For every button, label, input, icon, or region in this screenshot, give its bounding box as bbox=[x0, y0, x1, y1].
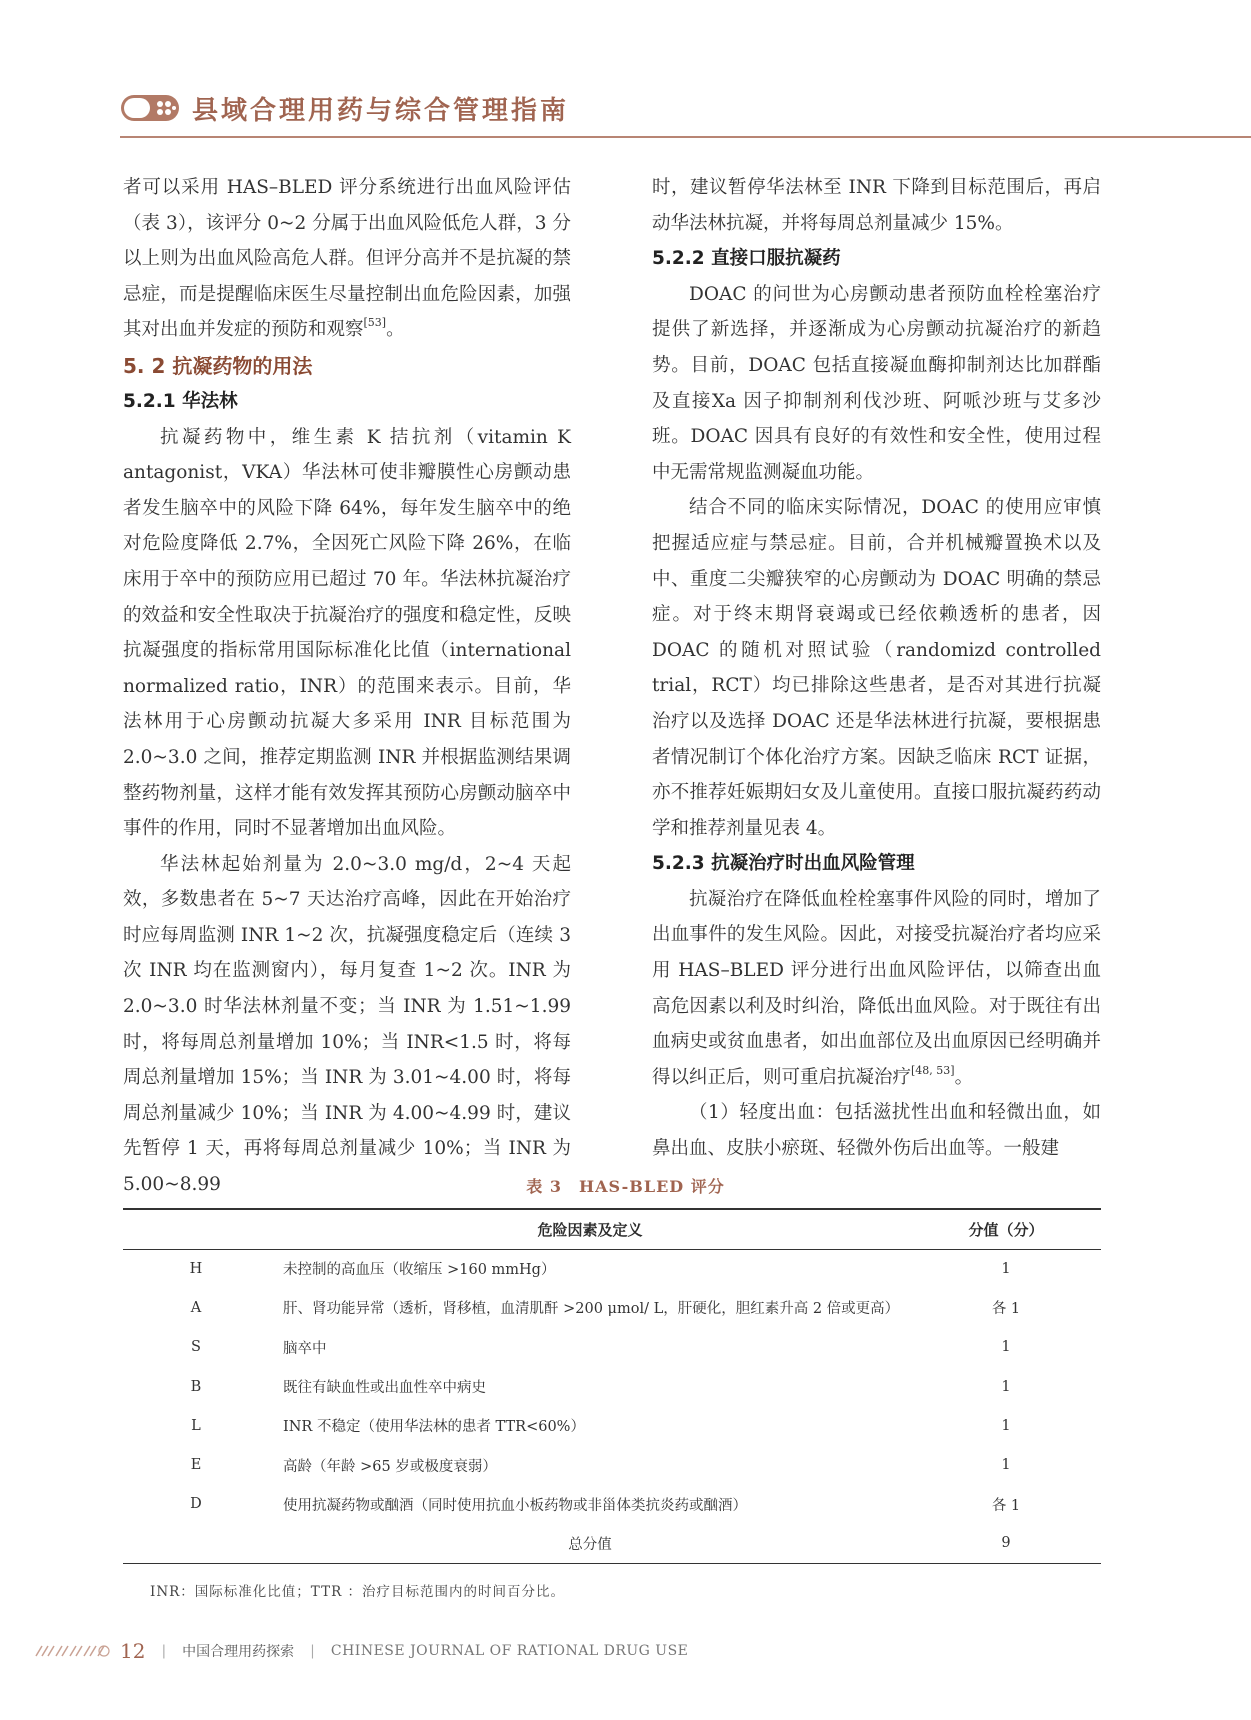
row-letter: D bbox=[190, 1496, 202, 1513]
row-definition: 肝、肾功能异常（透析，肾移植，血清肌酐 >200 μmol/ L，肝硬化，胆红素升高 2 倍或更高） bbox=[283, 1301, 900, 1318]
row-score: 各 1 bbox=[991, 1301, 1021, 1318]
table-caption: 表 3 HAS-BLED 评分 bbox=[526, 1177, 725, 1196]
page-header bbox=[120, 86, 569, 130]
has-bled-table bbox=[123, 1208, 1101, 1564]
footer-decoration-icon bbox=[34, 1642, 110, 1660]
subsection-heading-bleeding: 5.2.3 抗凝治疗时出血风险管理 bbox=[652, 853, 915, 875]
bleeding-paragraph-1: 抗凝治疗在降低血栓栓塞事件风险的同时，增加了出血事件的发生风险。因此，对接受抗凝治疗者均应采用 HAS–BLED 评分进行出血风险评估，以筛查出血高危因素以利及时纠治，降低出血风险。对于既往有出血病史或贫血患者，如出血部位及出血原因已经明确并得以纠正后，则可重启抗凝治疗[48, 53]。 bbox=[652, 888, 1101, 1088]
section-heading-5-2: 5. 2 抗凝药物的用法 bbox=[123, 353, 313, 378]
doac-paragraph-1: DOAC 的问世为心房颤动患者预防血栓栓塞治疗提供了新选择，并逐渐成为心房颤动抗凝治疗的新趋势。目前，DOAC 包括直接凝血酶抑制剂达比加群酯及直接Xa 因子抑制剂利伐沙班、阿哌沙班与艾多沙班。DOAC 因具有良好的有效性和安全性，使用过程中无需常规监测凝血功能。 bbox=[652, 283, 1101, 483]
header-divider bbox=[120, 136, 1251, 138]
row-letter: A bbox=[190, 1299, 202, 1316]
table-row bbox=[123, 1288, 1101, 1327]
row-score: 1 bbox=[1001, 1260, 1011, 1277]
footer-journal-name-en: CHINESE JOURNAL OF RATIONAL DRUG USE bbox=[330, 1643, 689, 1659]
table-row bbox=[123, 1406, 1101, 1445]
row-score: 1 bbox=[1001, 1339, 1011, 1356]
footer-separator: | bbox=[310, 1643, 315, 1659]
citation: [53] bbox=[363, 316, 387, 330]
table-row bbox=[123, 1249, 1101, 1288]
total-score: 9 bbox=[911, 1524, 1101, 1563]
row-definition: 未控制的高血压（收缩压 >160 mmHg） bbox=[283, 1262, 556, 1279]
header-letter bbox=[123, 1209, 269, 1249]
header-definition: 危险因素及定义 bbox=[269, 1209, 911, 1249]
row-letter: B bbox=[190, 1378, 202, 1395]
table-row bbox=[123, 1367, 1101, 1406]
left-column bbox=[123, 170, 571, 1203]
table-header-row bbox=[123, 1209, 1101, 1249]
page-number: 12 bbox=[120, 1639, 146, 1663]
row-score: 1 bbox=[1001, 1417, 1011, 1434]
subsection-heading-doac: 5.2.2 直接口服抗凝药 bbox=[652, 248, 841, 270]
right-column bbox=[652, 170, 1101, 1167]
row-definition: 脑卒中 bbox=[283, 1340, 327, 1357]
table-row bbox=[123, 1328, 1101, 1367]
table-row bbox=[123, 1445, 1101, 1484]
citation: [48, 53] bbox=[911, 1063, 955, 1077]
row-letter: H bbox=[189, 1260, 203, 1277]
footer-journal-name-cn: 中国合理用药探索 bbox=[182, 1644, 295, 1660]
table-row bbox=[123, 1485, 1101, 1524]
warfarin-paragraph-2: 华法林起始剂量为 2.0~3.0 mg/d，2~4 天起效，多数患者在 5~7 天达治疗高峰，因此在开始治疗时应每周监测 INR 1~2 次，抗凝强度稳定后（连续 3 次 INR 均在监测窗内），每月复查 1~2 次。INR 为 2.0~3.0 时华法林剂量不变；当 INR 为 1.51~1.99 时，将每周总剂量增加 10%；当 INR<1.5 时，将每周总剂量增加 15%；当 INR 为 3.01~4.00 时，将每周总剂量减少 10%；当 INR 为 4.00~4.99 时，建议先暂停 1 天，再将每周总剂量减少 10%；当 INR 为 5.00~8.99 bbox=[123, 853, 571, 1196]
bleeding-paragraph-2: （1）轻度出血：包括滋扰性出血和轻微出血，如鼻出血、皮肤小瘀斑、轻微外伤后出血等。一般建 bbox=[652, 1102, 1101, 1160]
warfarin-paragraph-1: 抗凝药物中，维生素 K 拮抗剂（vitamin K antagonist，VKA）华法林可使非瓣膜性心房颤动患者发生脑卒中的风险下降 64%，每年发生脑卒中的绝对危险度降低 2.7%，全因死亡风险下降 26%，在临床用于卒中的预防应用已超过 70 年。华法林抗凝治疗的效益和安全性取决于抗凝治疗的强度和稳定性，反映抗凝强度的指标常用国际标准化比值（international normalized ratio，INR）的范围来表示。目前，华法林用于心房颤动抗凝大多采用 INR 目标范围为 2.0~3.0 之间，推荐定期监测 INR 并根据监测结果调整药物剂量，这样才能有效发挥其预防心房颤动脑卒中事件的作用，同时不显著增加出血风险。 bbox=[123, 426, 571, 840]
intro-paragraph: 者可以采用 HAS–BLED 评分系统进行出血风险评估（表 3），该评分 0~2 分属于出血风险低危人群，3 分以上则为出血风险高危人群。但评分高并不是抗凝的禁忌症，而是提醒临床医生尽量控制出血危险因素，加强其对出血并发症的预防和观察[53]。 bbox=[123, 177, 571, 341]
row-letter: S bbox=[191, 1339, 201, 1356]
table-footnote: INR：国际标准化比值；TTR ：治疗目标范围内的时间百分比。 bbox=[150, 1584, 566, 1600]
subsection-heading-warfarin: 5.2.1 华法林 bbox=[123, 390, 238, 412]
journal-logo-icon bbox=[120, 91, 180, 125]
continued-paragraph: 时，建议暂停华法林至 INR 下降到目标范围后，再启动华法林抗凝，并将每周总剂量减少 15%。 bbox=[652, 177, 1101, 234]
row-score: 各 1 bbox=[991, 1497, 1021, 1514]
row-score: 1 bbox=[1001, 1457, 1011, 1474]
row-letter: E bbox=[190, 1457, 202, 1474]
header-score: 分值（分） bbox=[911, 1209, 1101, 1249]
journal-title: 县域合理用药与综合管理指南 bbox=[192, 95, 570, 126]
row-score: 1 bbox=[1001, 1378, 1011, 1395]
doac-paragraph-2: 结合不同的临床实际情况，DOAC 的使用应审慎把握适应症与禁忌症。目前，合并机械瓣置换术以及中、重度二尖瓣狭窄的心房颤动为 DOAC 明确的禁忌症。对于终末期肾衰竭或已经依赖透析的患者，因 DOAC 的随机对照试验（randomizd controlled trial，RCT）均已排除这些患者，是否对其进行抗凝治疗以及选择 DOAC 还是华法林进行抗凝，要根据患者情况制订个体化治疗方案。因缺乏临床 RCT 证据，亦不推荐妊娠期妇女及儿童使用。直接口服抗凝药药动学和推荐剂量见表 4。 bbox=[652, 497, 1101, 839]
total-label: 总分值 bbox=[269, 1524, 911, 1563]
row-definition: 使用抗凝药物或酗酒（同时使用抗血小板药物或非甾体类抗炎药或酗酒） bbox=[283, 1497, 747, 1514]
row-letter: L bbox=[191, 1417, 201, 1434]
table-total-row bbox=[123, 1524, 1101, 1563]
page-footer bbox=[34, 1636, 688, 1666]
row-definition: 既往有缺血性或出血性卒中病史 bbox=[283, 1380, 486, 1397]
row-definition: 高龄（年龄 >65 岁或极度衰弱） bbox=[283, 1458, 497, 1475]
row-definition: INR 不稳定（使用华法林的患者 TTR<60%） bbox=[283, 1419, 585, 1436]
footer-separator: | bbox=[161, 1643, 167, 1659]
